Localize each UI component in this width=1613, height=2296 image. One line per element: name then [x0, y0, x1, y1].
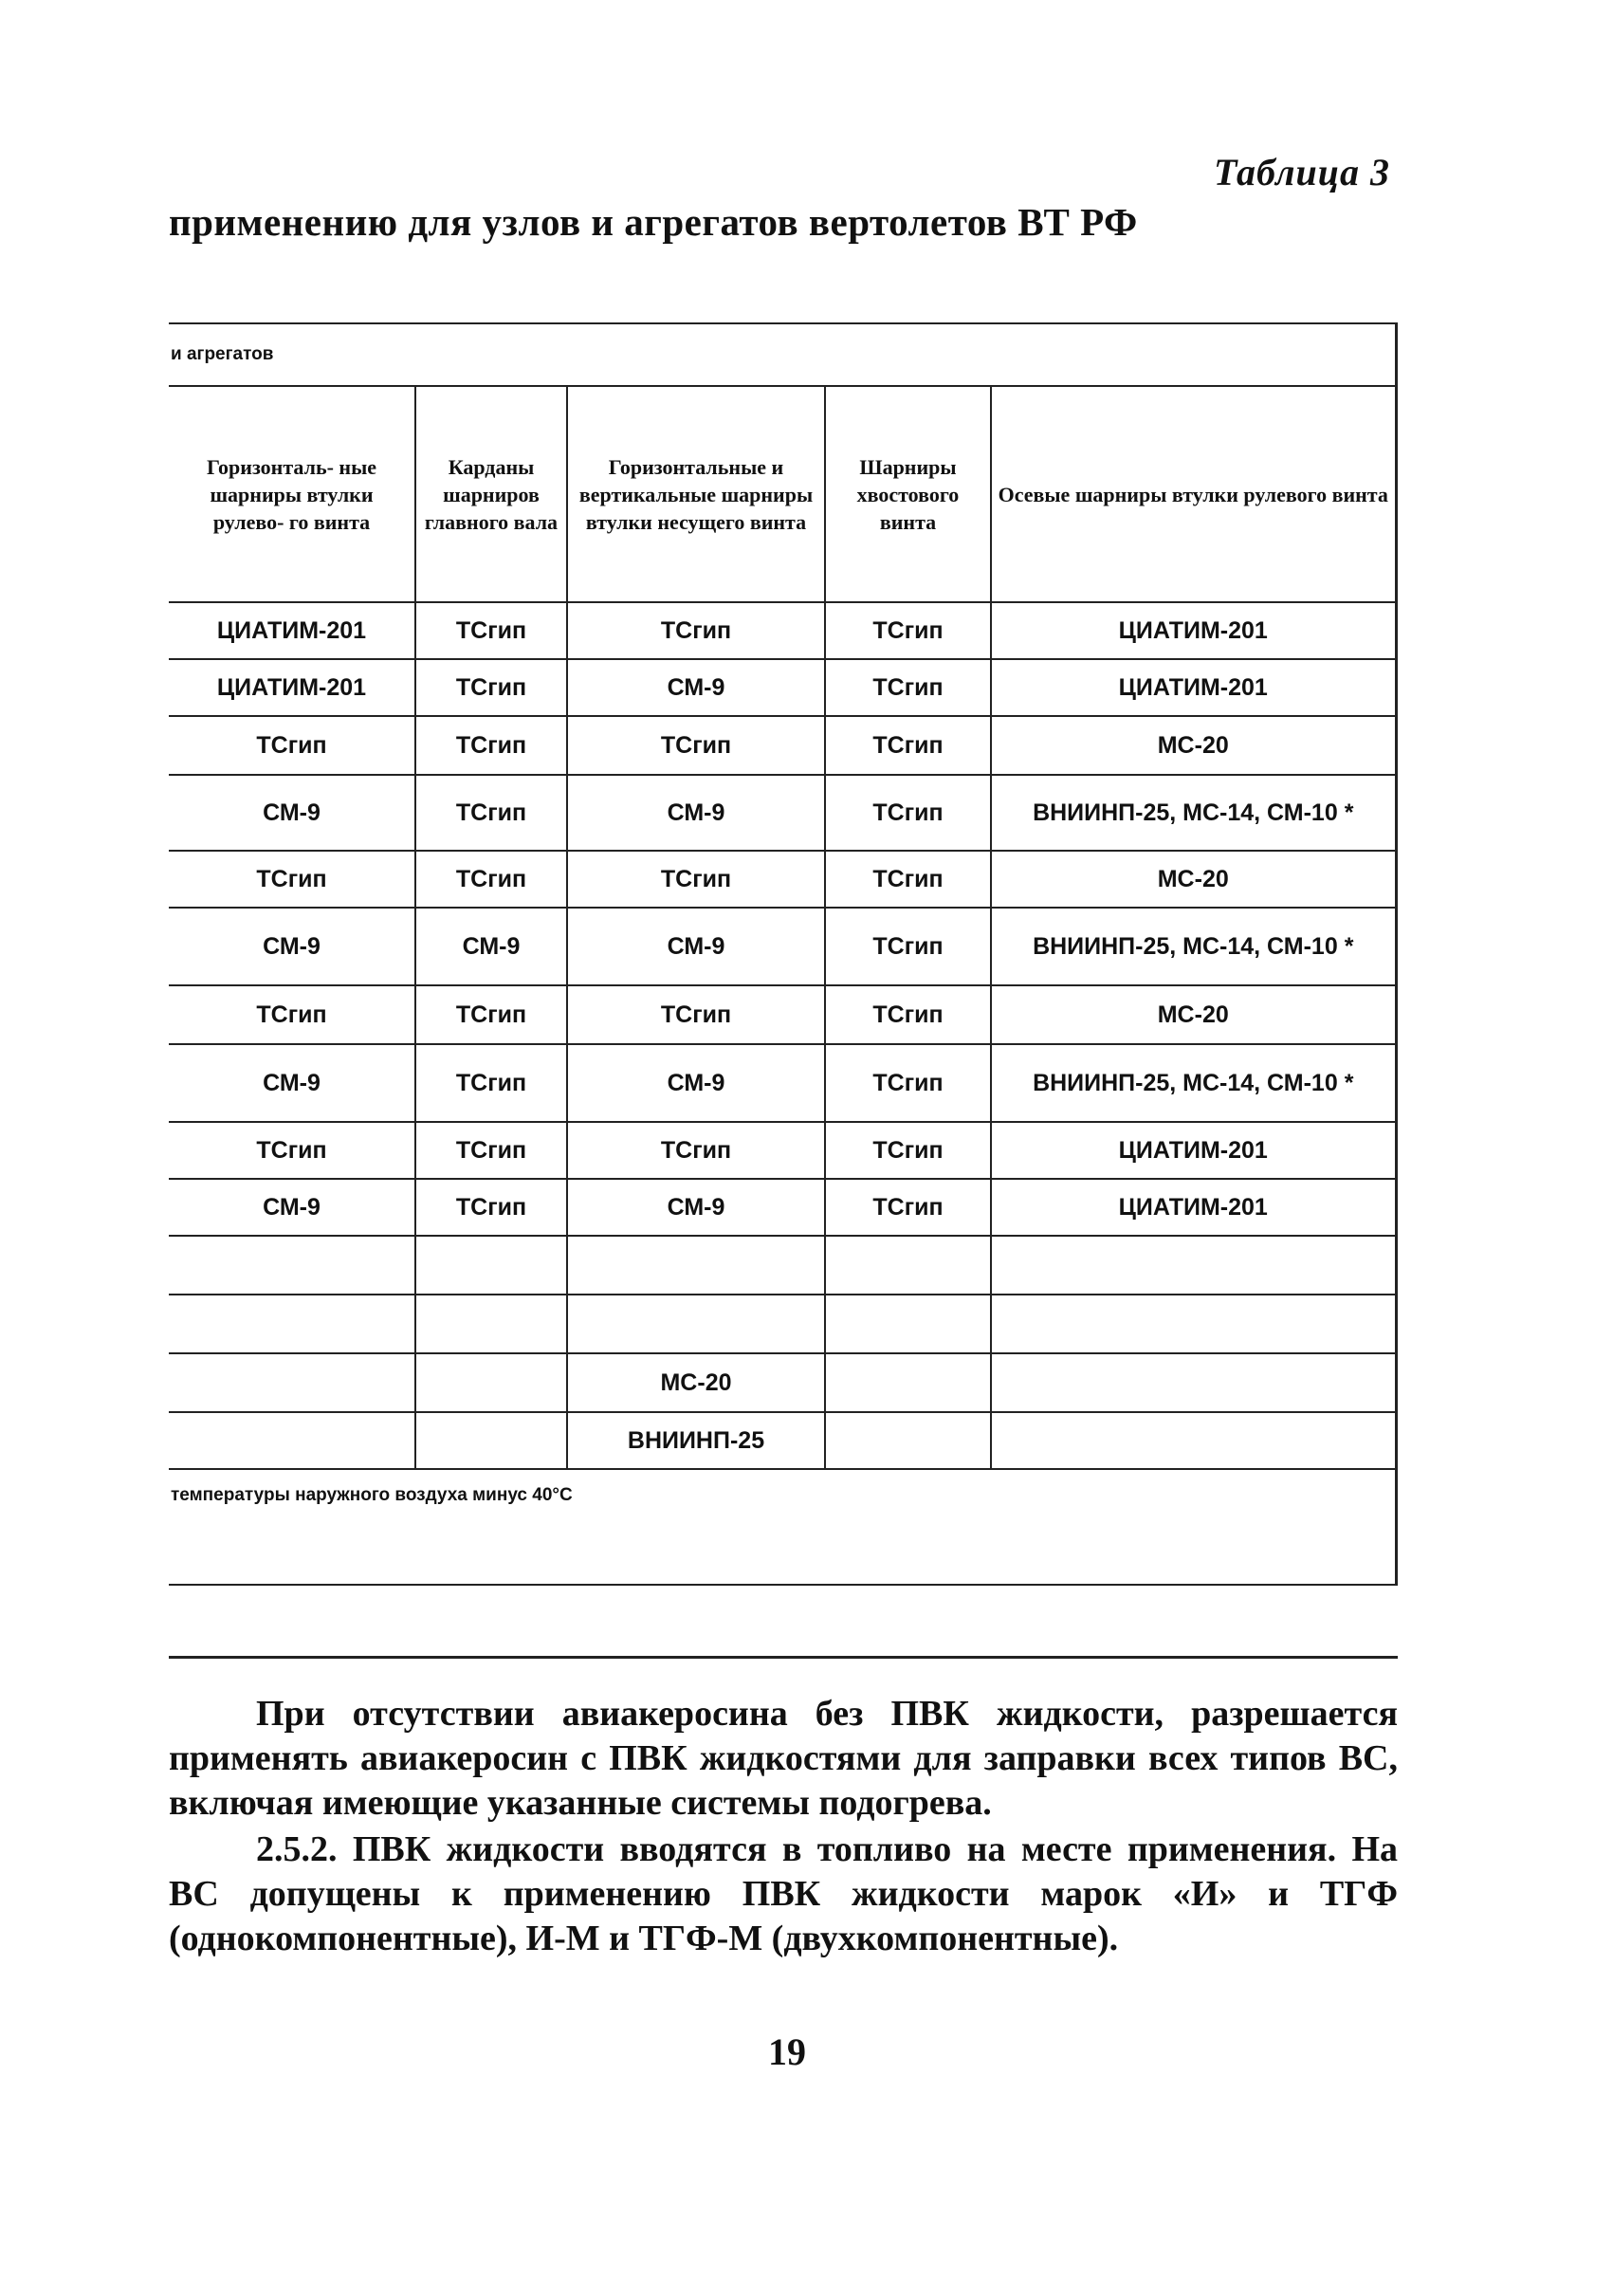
table-cell: МС-20 [991, 851, 1396, 908]
column-header: Шарниры хвостового винта [825, 386, 991, 602]
column-header: Горизонталь- ные шарниры втулки рулево- го винта [169, 386, 415, 602]
table-cell: СМ-9 [169, 1044, 415, 1122]
table-cell: ТСгип [169, 851, 415, 908]
table-cell [169, 1412, 415, 1469]
table-cell: ЦИАТИМ-201 [991, 1179, 1396, 1236]
table-cell: ЦИАТИМ-201 [169, 659, 415, 716]
table-row [169, 985, 1396, 1044]
table-cell: СМ-9 [169, 775, 415, 851]
table-cell: ТСгип [169, 985, 415, 1044]
table-cell: ТСгип [567, 1122, 825, 1179]
table-cell: ТСгип [567, 851, 825, 908]
column-header: Карданы шарниров главного вала [415, 386, 567, 602]
table-cell: СМ-9 [415, 908, 567, 985]
table-cell: ТСгип [415, 775, 567, 851]
table-cell: ТСгип [825, 985, 991, 1044]
table-cell [415, 1353, 567, 1412]
table-cell: ТСгип [825, 908, 991, 985]
page-number: 19 [768, 2030, 806, 2073]
table-cell [991, 1236, 1396, 1295]
table-cell [415, 1412, 567, 1469]
table-cell: ТСгип [567, 985, 825, 1044]
table-cell: ВНИИНП-25, МС-14, СМ-10 * [991, 908, 1396, 985]
paragraph-1: При отсутствии авиакеросина без ПВК жидкости, разрешается применять авиакеросин с ПВК жидкостями для заправки всех типов ВС, включая имеющие указанные системы подогрева. [169, 1694, 1398, 1823]
table-group-header: и агрегатов [169, 323, 1396, 386]
table-cell: СМ-9 [169, 908, 415, 985]
table-cell [991, 1295, 1396, 1353]
table-cell: ТСгип [415, 1122, 567, 1179]
table-cell: ЦИАТИМ-201 [991, 1122, 1396, 1179]
table-cell: СМ-9 [567, 659, 825, 716]
table-row [169, 1295, 1396, 1353]
table-cell: ТСгип [567, 602, 825, 659]
table-cell [991, 1353, 1396, 1412]
table-cell: ТСгип [825, 851, 991, 908]
table-row [169, 659, 1396, 716]
table-cell: ВНИИНП-25, МС-14, СМ-10 * [991, 1044, 1396, 1122]
table-cell [825, 1236, 991, 1295]
table-row [169, 1236, 1396, 1295]
table-cell: СМ-9 [567, 775, 825, 851]
table-row [169, 1412, 1396, 1469]
footnote-divider [169, 1656, 1398, 1659]
table-cell [991, 1412, 1396, 1469]
table-row [169, 1044, 1396, 1122]
table-cell [825, 1295, 991, 1353]
table-cell: ТСгип [169, 716, 415, 775]
table-cell: ТСгип [825, 659, 991, 716]
table-row [169, 1179, 1396, 1236]
column-header: Осевые шарниры втулки рулевого винта [991, 386, 1396, 602]
table-cell: МС-20 [991, 985, 1396, 1044]
table-cell: ТСгип [169, 1122, 415, 1179]
table-cell: ВНИИНП-25, МС-14, СМ-10 * [991, 775, 1396, 851]
table-footnote: температуры наружного воздуха минус 40°С [169, 1469, 1396, 1585]
table-cell: ТСгип [415, 1044, 567, 1122]
table-cell: ТСгип [825, 1122, 991, 1179]
table-cell: ТСгип [415, 851, 567, 908]
paragraph-2: 2.5.2. ПВК жидкости вводятся в топливо на месте применения. На ВС допущены к применению ПВК жидкости марок «И» и ТГФ (однокомпонентные), И-М и ТГФ-М (двухкомпонентные). [169, 1829, 1398, 1958]
table-cell: МС-20 [991, 716, 1396, 775]
table-cell: ЦИАТИМ-201 [991, 659, 1396, 716]
table-row [169, 1122, 1396, 1179]
table-cell [825, 1412, 991, 1469]
table-cell: ТСгип [825, 602, 991, 659]
table-row [169, 908, 1396, 985]
lubricants-table [169, 322, 1398, 1586]
table-cell: ТСгип [567, 716, 825, 775]
table-cell: ТСгип [825, 775, 991, 851]
table-cell: ВНИИНП-25 [567, 1412, 825, 1469]
table-cell [825, 1353, 991, 1412]
table-cell [567, 1236, 825, 1295]
table-row [169, 1353, 1396, 1412]
table-cell [169, 1353, 415, 1412]
table-cell: ТСгип [415, 985, 567, 1044]
table-cell: ЦИАТИМ-201 [991, 602, 1396, 659]
table-cell: СМ-9 [169, 1179, 415, 1236]
table-cell: ТСгип [825, 1044, 991, 1122]
table-cell: СМ-9 [567, 908, 825, 985]
table-cell [567, 1295, 825, 1353]
table-cell: ТСгип [825, 1179, 991, 1236]
table-title: применению для узлов и агрегатов вертолетов ВТ РФ [169, 200, 1138, 244]
table-row [169, 775, 1396, 851]
table-cell: СМ-9 [567, 1044, 825, 1122]
table-cell [169, 1295, 415, 1353]
table-cell: СМ-9 [567, 1179, 825, 1236]
table-cell: МС-20 [567, 1353, 825, 1412]
table-cell [415, 1295, 567, 1353]
table-row [169, 716, 1396, 775]
table-label: Таблица 3 [1214, 151, 1390, 193]
table-cell: ТСгип [415, 716, 567, 775]
column-header: Горизонтальные и вертикальные шарниры втулки несущего винта [567, 386, 825, 602]
table-row [169, 602, 1396, 659]
table-cell: ТСгип [415, 659, 567, 716]
table-row [169, 851, 1396, 908]
table-cell: ТСгип [415, 1179, 567, 1236]
table-cell: ЦИАТИМ-201 [169, 602, 415, 659]
table-cell: ТСгип [415, 602, 567, 659]
table-cell: ТСгип [825, 716, 991, 775]
table-cell [169, 1236, 415, 1295]
table-cell [415, 1236, 567, 1295]
